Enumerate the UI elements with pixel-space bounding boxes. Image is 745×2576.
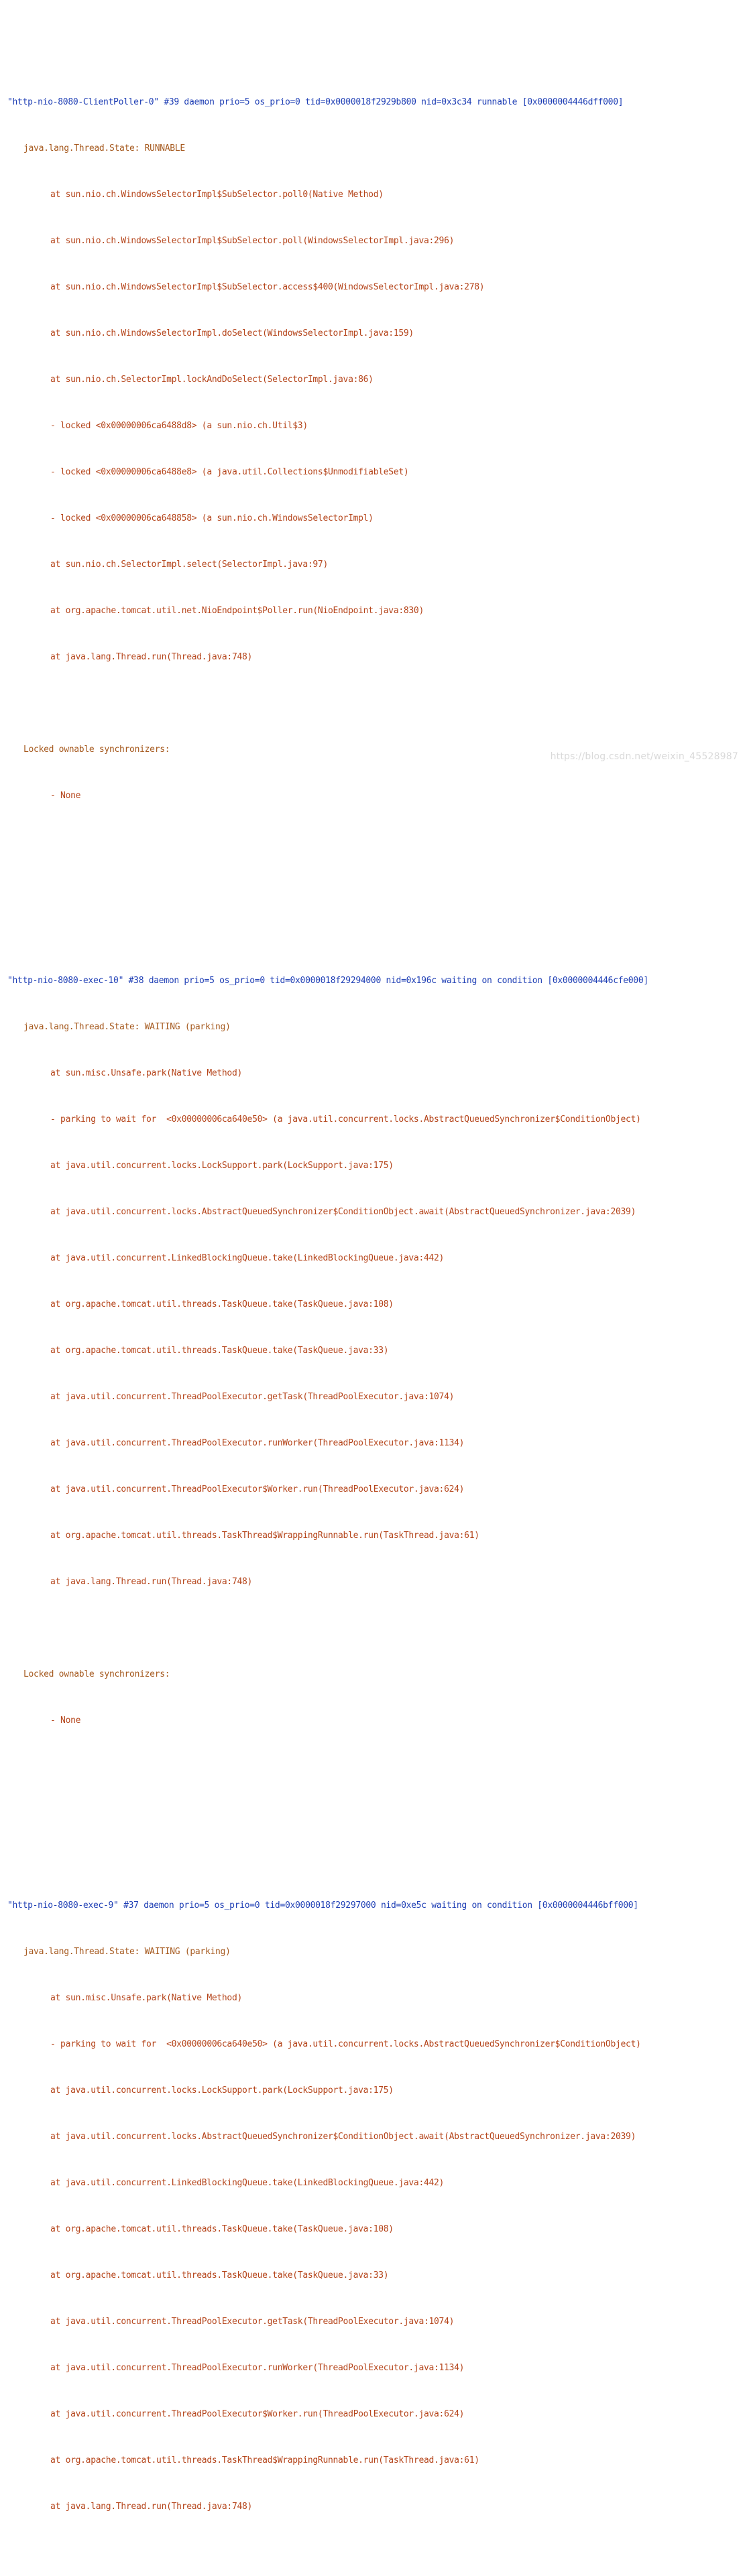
thread-block [0, 942, 745, 1805]
stack-frame: at java.util.concurrent.ThreadPoolExecutor.runWorker(ThreadPoolExecutor.java:1134) [50, 1438, 465, 1448]
stack-frame: at java.util.concurrent.ThreadPoolExecutor$Worker.run(ThreadPoolExecutor.java:624) [50, 1484, 465, 1494]
stack-frame: at java.util.concurrent.locks.AbstractQueuedSynchronizer$ConditionObject.await(AbstractQueuedSynchronizer.java:2039) [50, 2132, 636, 2142]
stack-frame: at java.util.concurrent.ThreadPoolExecutor.getTask(ThreadPoolExecutor.java:1074) [50, 1392, 455, 1402]
blank-line [0, 1620, 745, 1636]
stack-frame: at java.util.concurrent.locks.AbstractQueuedSynchronizer$ConditionObject.await(AbstractQueuedSynchronizer.java:2039) [50, 1207, 636, 1217]
parking-entry: - parking to wait for <0x00000006ca640e50> (a java.util.concurrent.locks.AbstractQueuedSynchronizer$ConditionObject) [50, 1114, 641, 1124]
stack-frame: at java.util.concurrent.ThreadPoolExecutor.getTask(ThreadPoolExecutor.java:1074) [50, 2317, 455, 2327]
blank-line [0, 696, 745, 711]
synchronizers-label: Locked ownable synchronizers: [23, 745, 170, 755]
stack-frame: at sun.misc.Unsafe.park(Native Method) [50, 1068, 243, 1078]
stack-frame: at sun.nio.ch.WindowsSelectorImpl$SubSelector.poll0(Native Method) [50, 190, 384, 200]
stack-frame: at org.apache.tomcat.util.threads.TaskThread$WrappingRunnable.run(TaskThread.java:61) [50, 1531, 479, 1541]
stack-frame: at java.lang.Thread.run(Thread.java:748) [50, 1577, 253, 1587]
stack-frame: at java.lang.Thread.run(Thread.java:748) [50, 2502, 253, 2512]
lock-entry: - locked <0x00000006ca6488e8> (a java.util.Collections$UnmodifiableSet) [50, 467, 409, 477]
thread-header: "http-nio-8080-exec-10" #38 daemon prio=5 os_prio=0 tid=0x0000018f29294000 nid=0x196c waiting on condition [0x0000004446cfe000] [7, 976, 648, 986]
stack-frame: at sun.misc.Unsafe.park(Native Method) [50, 1993, 243, 2003]
stack-frame: at sun.nio.ch.SelectorImpl.select(SelectorImpl.java:97) [50, 560, 328, 570]
stack-frame: at java.util.concurrent.ThreadPoolExecutor$Worker.run(ThreadPoolExecutor.java:624) [50, 2409, 465, 2419]
stack-frame: at java.util.concurrent.LinkedBlockingQueue.take(LinkedBlockingQueue.java:442) [50, 1253, 445, 1263]
thread-block [0, 1867, 745, 2545]
stack-frame: at org.apache.tomcat.util.threads.TaskQueue.take(TaskQueue.java:108) [50, 1299, 394, 1309]
stack-frame: at sun.nio.ch.WindowsSelectorImpl.doSelect(WindowsSelectorImpl.java:159) [50, 328, 414, 338]
thread-state: java.lang.Thread.State: WAITING (parking) [23, 1022, 231, 1032]
stack-frame: at org.apache.tomcat.util.threads.TaskThread$WrappingRunnable.run(TaskThread.java:61) [50, 2455, 479, 2465]
stack-frame: at org.apache.tomcat.util.threads.TaskQueue.take(TaskQueue.java:33) [50, 1346, 389, 1356]
stack-frame: at java.util.concurrent.ThreadPoolExecutor.runWorker(ThreadPoolExecutor.java:1134) [50, 2363, 465, 2373]
synchronizer-item: - None [50, 791, 81, 801]
thread-header: "http-nio-8080-ClientPoller-0" #39 daemon prio=5 os_prio=0 tid=0x0000018f2929b800 nid=0x3c34 runnable [0x0000004446dff000] [7, 97, 624, 107]
watermark: https://blog.csdn.net/weixin_45528987 [550, 751, 738, 762]
stack-frame: at java.util.concurrent.locks.LockSupport.park(LockSupport.java:175) [50, 2085, 394, 2096]
parking-entry: - parking to wait for <0x00000006ca640e50> (a java.util.concurrent.locks.AbstractQueuedSynchronizer$ConditionObject) [50, 2039, 641, 2049]
stack-frame: at sun.nio.ch.WindowsSelectorImpl$SubSelector.access$400(WindowsSelectorImpl.java:278) [50, 282, 485, 292]
stack-frame: at java.lang.Thread.run(Thread.java:748) [50, 652, 253, 662]
thread-dump [0, 2, 745, 2576]
lock-entry: - locked <0x00000006ca648858> (a sun.nio.ch.WindowsSelectorImpl) [50, 513, 374, 523]
blank-line [0, 1759, 745, 1775]
thread-state: java.lang.Thread.State: RUNNABLE [23, 143, 185, 153]
stack-frame: at sun.nio.ch.WindowsSelectorImpl$SubSelector.poll(WindowsSelectorImpl.java:296) [50, 236, 455, 246]
thread-header: "http-nio-8080-exec-9" #37 daemon prio=5 os_prio=0 tid=0x0000018f29297000 nid=0xe5c waiting on condition [0x0000004446bff000] [7, 1901, 638, 1911]
stack-frame: at org.apache.tomcat.util.threads.TaskQueue.take(TaskQueue.java:108) [50, 2224, 394, 2234]
lock-entry: - locked <0x00000006ca6488d8> (a sun.nio.ch.Util$3) [50, 421, 308, 431]
synchronizer-item: - None [50, 1716, 81, 1726]
blank-line [0, 834, 745, 850]
synchronizers-label: Locked ownable synchronizers: [23, 1669, 170, 1679]
stack-frame: at java.util.concurrent.LinkedBlockingQueue.take(LinkedBlockingQueue.java:442) [50, 2178, 445, 2188]
thread-state: java.lang.Thread.State: WAITING (parking) [23, 1947, 231, 1957]
stack-frame: at org.apache.tomcat.util.threads.TaskQueue.take(TaskQueue.java:33) [50, 2270, 389, 2280]
stack-frame: at org.apache.tomcat.util.net.NioEndpoint$Poller.run(NioEndpoint.java:830) [50, 606, 424, 616]
stack-frame: at sun.nio.ch.SelectorImpl.lockAndDoSelect(SelectorImpl.java:86) [50, 375, 374, 385]
stack-frame: at java.util.concurrent.locks.LockSupport.park(LockSupport.java:175) [50, 1161, 394, 1171]
